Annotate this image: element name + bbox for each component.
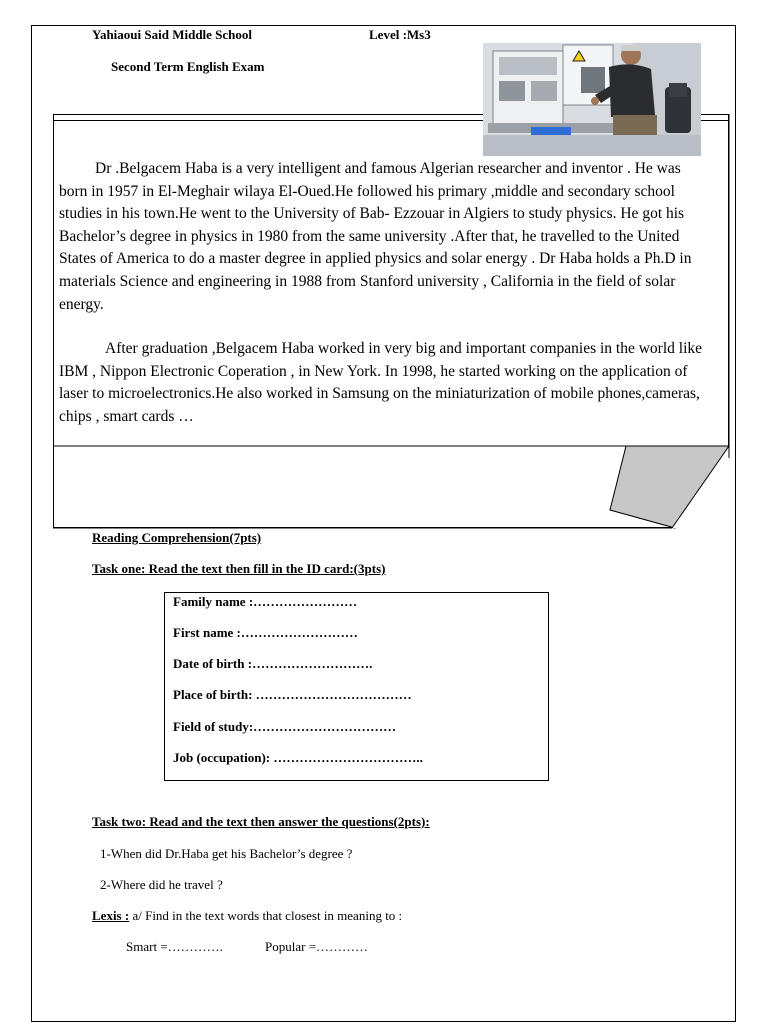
reading-comprehension-heading: Reading Comprehension(7pts) bbox=[92, 530, 262, 545]
question-2: 2-Where did he travel ? bbox=[100, 877, 223, 892]
exam-title: Second Term English Exam bbox=[111, 59, 265, 74]
id-card-box bbox=[164, 592, 549, 781]
school-name: Yahiaoui Said Middle School bbox=[92, 27, 253, 42]
lexis-line bbox=[92, 908, 402, 924]
researcher-photo bbox=[483, 43, 701, 156]
passage-paragraph-2: After graduation ,Belgacem Haba worked in very big and important companies in the world like IBM , Nippon Electronic Coperation , in New York. In 1998, he started working on the application of laser to microelectronics.He also worked in Samsung on the miniaturization of mobile phones,cameras, chips , smart cards … bbox=[59, 340, 702, 425]
id-field-of-study[interactable]: Field of study:…………………………… bbox=[173, 719, 397, 734]
lexis-instruction: a/ Find in the text words that closest in meaning to : bbox=[129, 908, 403, 923]
id-first-name[interactable]: First name :……………………… bbox=[173, 625, 358, 640]
lexis-popular[interactable]: Popular =………… bbox=[265, 939, 369, 954]
task-two-heading: Task two: Read and the text then answer the questions(2pts): bbox=[92, 814, 430, 829]
task-one-heading: Task one: Read the text then fill in the ID card:(3pts) bbox=[92, 561, 386, 576]
id-job[interactable]: Job (occupation): …………………………….. bbox=[173, 750, 423, 765]
question-1: 1-When did Dr.Haba get his Bachelor’s degree ? bbox=[100, 846, 353, 861]
id-family-name[interactable]: Family name :…………………… bbox=[173, 594, 358, 609]
id-place-of-birth[interactable]: Place of birth: ……………………………… bbox=[173, 687, 412, 702]
photo-illustration bbox=[483, 43, 701, 156]
reading-passage bbox=[59, 158, 709, 429]
lexis-label: Lexis : bbox=[92, 908, 130, 923]
passage-paragraph-1: Dr .Belgacem Haba is a very intelligent and famous Algerian researcher and inventor . He was born in 1957 in El-Meghair wilaya El-Oued.He followed his primary ,middle and secondary school studies in his town.He went to the University of Bab- Ezzouar in Algiers to study physics. He got his Bachelor’s degree in physics in 1980 from the same university .After that, he travelled to the United States of America to do a master degree in applied physics and solar energy . Dr Haba holds a Ph.D in materials Science and engineering in 1988 from Stanford university , California in the field of solar energy. bbox=[59, 160, 692, 313]
lexis-smart[interactable]: Smart =…………. bbox=[126, 939, 223, 954]
level-label: Level :Ms3 bbox=[369, 27, 431, 42]
id-date-of-birth[interactable]: Date of birth :………………………. bbox=[173, 656, 373, 671]
